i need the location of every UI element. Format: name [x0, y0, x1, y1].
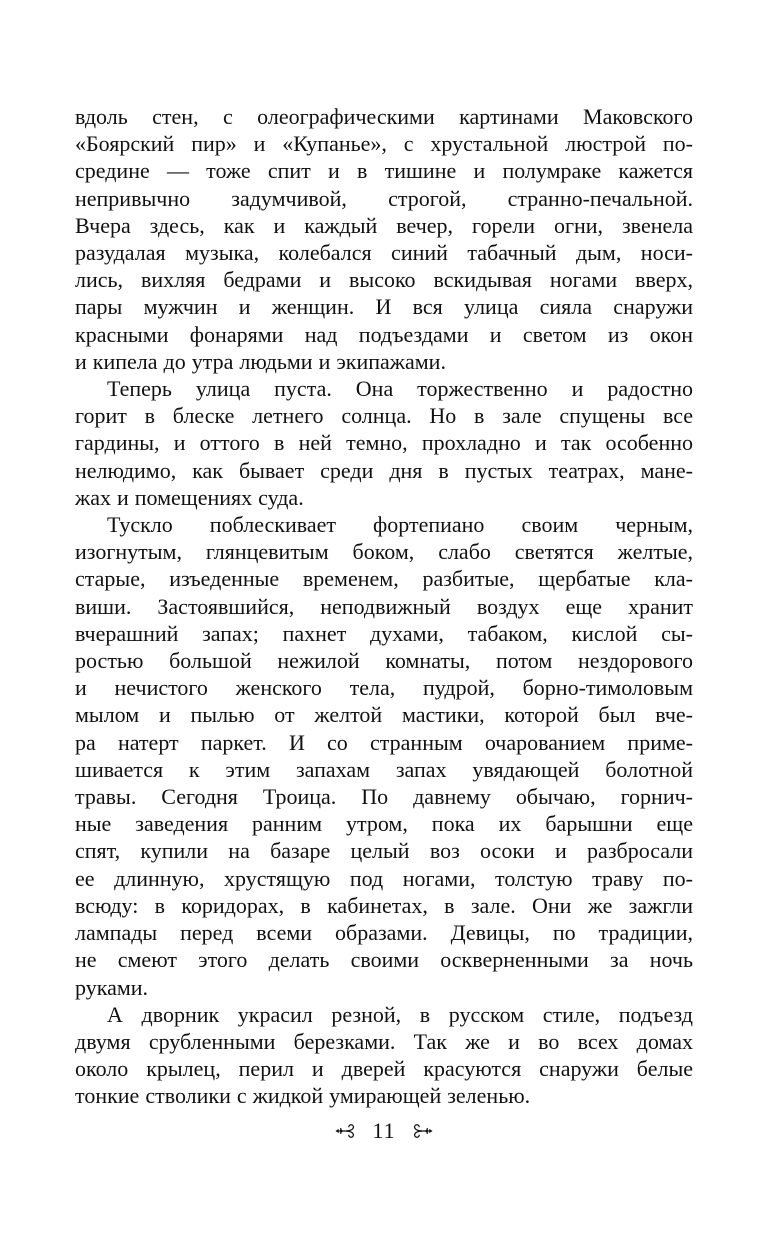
text-line: Вчера здесь, как и каждый вечер, горели огни, звенела — [75, 212, 693, 238]
text-line: тонкие стволики с жидкой умирающей зеленью. — [75, 1083, 531, 1109]
text-line: ра натерт паркет. И со странным очарованием приме- — [75, 729, 693, 755]
paragraph — [75, 103, 693, 375]
text-line: ее длинную, хрустящую под ногами, толстую траву по- — [75, 865, 693, 891]
text-line: горит в блеске летнего солнца. Но в зале спущены все — [75, 403, 693, 429]
text-line: двумя срубленными березками. Так же и во всех домах — [75, 1028, 693, 1054]
paragraph — [75, 1001, 693, 1110]
text-line: разудалая музыка, колебался синий табачный дым, носи- — [75, 240, 693, 266]
text-line: старые, изъеденные временем, разбитые, щербатые кла- — [75, 566, 693, 592]
text-line: вчерашний запах; пахнет духами, табаком, кислой сы- — [75, 620, 693, 646]
text-line: травы. Сегодня Троица. По давнему обычаю, горнич- — [75, 784, 693, 810]
text-line: мылом и пылью от желтой мастики, которой был вче- — [75, 702, 693, 728]
page-footer — [0, 1116, 768, 1146]
text-line: Тускло поблескивает фортепиано своим черным, — [107, 512, 693, 538]
fleuron-left-icon — [335, 1123, 358, 1139]
text-line: шивается к этим запахам запах увядающей болотной — [75, 756, 693, 782]
text-line: не смеют этого делать своими оскверненными за ночь — [75, 947, 693, 973]
page-number: 11 — [372, 1118, 396, 1143]
fleuron-right-icon — [410, 1123, 433, 1139]
text-line: виши. Застоявшийся, неподвижный воздух еще хранит — [75, 593, 693, 619]
page-text — [75, 103, 693, 1110]
text-line: средине — тоже спит и в тишине и полумраке кажется — [75, 158, 693, 184]
text-line: изогнутым, глянцевитым боком, слабо светятся желтые, — [75, 539, 693, 565]
text-line: около крылец, перил и дверей красуются снаружи белые — [75, 1056, 693, 1082]
text-line: Теперь улица пуста. Она торжественно и радостно — [107, 376, 693, 402]
text-line: жах и помещениях суда. — [75, 484, 304, 510]
text-line: А дворник украсил резной, в русском стиле, подъезд — [107, 1001, 693, 1027]
text-line: ные заведения ранним утром, пока их барышни еще — [75, 811, 693, 837]
text-line: «Боярский пир» и «Купанье», с хрустальной люстрой по- — [75, 131, 693, 157]
text-line: красными фонарями над подъездами и светом из окон — [75, 321, 693, 347]
text-line: непривычно задумчивой, строгой, странно-печальной. — [75, 185, 693, 211]
paragraph — [75, 375, 693, 511]
text-line: ростью большой нежилой комнаты, потом нездорового — [75, 648, 693, 674]
text-line: лись, вихляя бедрами и высоко вскидывая ногами вверх, — [75, 267, 693, 293]
text-line: лампады перед всеми образами. Девицы, по традиции, — [75, 920, 693, 946]
text-line: вдоль стен, с олеографическими картинами Маковского — [75, 104, 693, 129]
text-line: нелюдимо, как бывает среди дня в пустых театрах, мане- — [75, 457, 693, 483]
text-line: и кипела до утра людьми и экипажами. — [75, 348, 446, 374]
text-line: руками. — [75, 974, 149, 1000]
text-line: и нечистого женского тела, пудрой, борно-тимоловым — [75, 675, 693, 701]
text-line: всюду: в коридорах, в кабинетах, в зале. Они же зажгли — [75, 892, 693, 918]
text-line: спят, купили на базаре целый воз осоки и разбросали — [75, 838, 693, 864]
text-line: пары мужчин и женщин. И вся улица сияла снаружи — [75, 294, 693, 320]
text-line: гардины, и оттого в ней темно, прохладно и так особенно — [75, 430, 693, 456]
paragraph — [75, 511, 693, 1001]
